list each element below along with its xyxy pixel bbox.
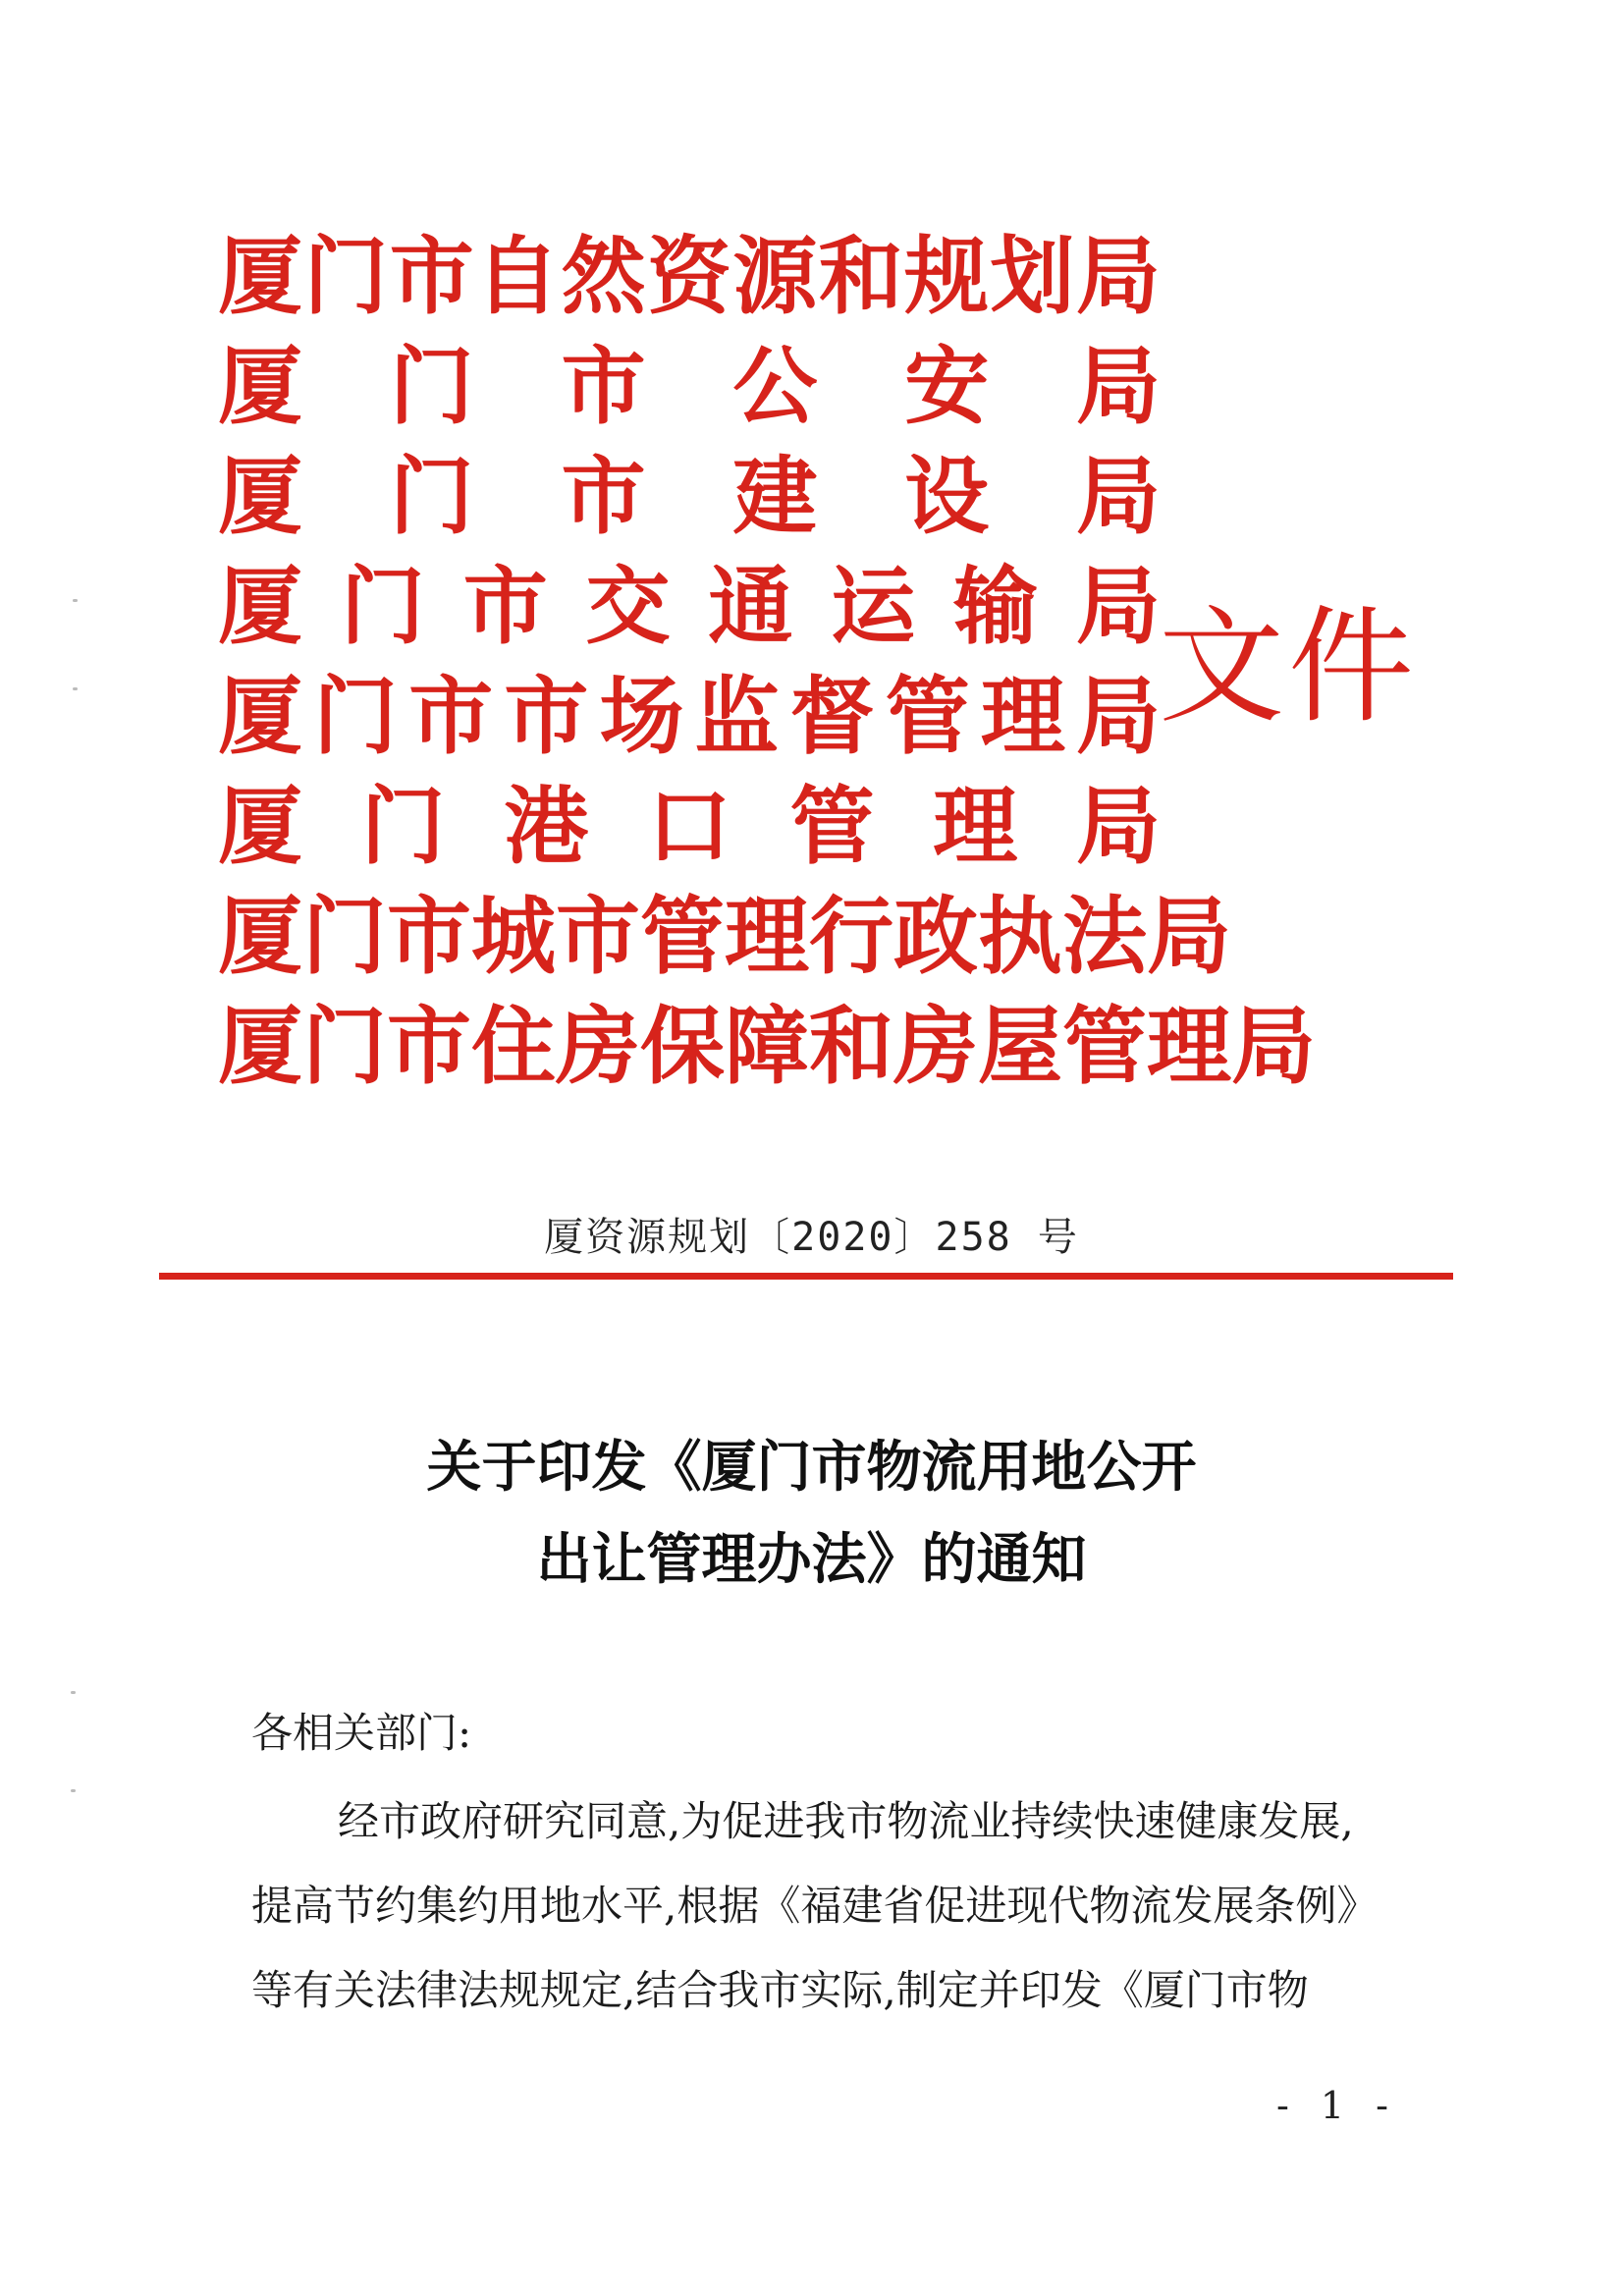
agency-char: 规 [904, 227, 990, 326]
agency-char: 管 [640, 887, 725, 986]
agency-char: 屋 [978, 997, 1062, 1096]
agency-char: 设 [904, 447, 990, 546]
agency-char: 安 [904, 337, 990, 436]
agency-char: 局 [1147, 887, 1231, 986]
agency-char: 厦 [218, 887, 302, 986]
agency-char: 局 [1075, 777, 1161, 876]
agency-char: 市 [561, 337, 646, 436]
page-number: - 1 - [1276, 2084, 1399, 2127]
agency-char: 管 [885, 667, 970, 766]
scan-speck [73, 687, 78, 690]
agency-line-transportation [218, 554, 1161, 660]
agency-char: 厦 [218, 447, 302, 546]
agency-char: 市 [389, 227, 474, 326]
agency-char: 和 [818, 227, 903, 326]
agency-char: 厦 [218, 557, 302, 656]
agency-char: 厦 [218, 227, 302, 326]
agency-char: 市 [387, 887, 471, 986]
scan-speck [71, 1789, 76, 1792]
agency-char: 厦 [218, 777, 302, 876]
agency-char: 市 [504, 667, 589, 766]
document-number: 厦资源规划〔2020〕258 号 [544, 1215, 1079, 1260]
agency-char: 局 [1075, 227, 1161, 326]
agency-char: 门 [340, 557, 425, 656]
agency-char: 市 [561, 447, 646, 546]
agency-char: 局 [1075, 667, 1161, 766]
agency-char: 执 [978, 887, 1062, 986]
agency-line-market-supervision [218, 664, 1161, 770]
agency-char: 通 [708, 557, 793, 656]
agency-char: 城 [471, 887, 556, 986]
suffix-char: 件 [1287, 594, 1414, 740]
agency-line-natural-resources [218, 224, 1161, 330]
agency-char: 管 [789, 777, 875, 876]
agency-char: 障 [725, 997, 809, 1096]
agency-char: 局 [1075, 337, 1161, 436]
agency-char: 局 [1231, 997, 1316, 1096]
agency-char: 运 [831, 557, 916, 656]
red-separator-line [159, 1273, 1453, 1280]
agency-char: 门 [389, 447, 474, 546]
agency-line-port [218, 774, 1161, 880]
agency-line-housing [218, 994, 1316, 1100]
agency-char: 场 [599, 667, 684, 766]
agency-char: 和 [809, 997, 893, 1096]
agency-char: 输 [953, 557, 1039, 656]
title-line-1: 关于印发《厦门市物流用地公开 [426, 1435, 1197, 1500]
agency-char: 理 [980, 667, 1065, 766]
agency-char: 公 [732, 337, 818, 436]
agency-char: 划 [990, 227, 1075, 326]
agency-char: 市 [408, 667, 494, 766]
document-suffix [1159, 584, 1414, 751]
agency-char: 市 [462, 557, 548, 656]
agency-char: 门 [313, 667, 399, 766]
agency-char: 交 [585, 557, 671, 656]
agency-char: 厦 [218, 337, 302, 436]
agency-char: 法 [1062, 887, 1147, 986]
agency-char: 厦 [218, 997, 302, 1096]
agency-char: 门 [360, 777, 446, 876]
agency-char: 口 [646, 777, 731, 876]
suffix-char: 文 [1159, 594, 1285, 740]
agency-char: 理 [725, 887, 809, 986]
agency-char: 然 [561, 227, 646, 326]
agency-char: 门 [389, 337, 474, 436]
agency-char: 管 [1062, 997, 1147, 1096]
salutation: 各相关部门: [251, 1709, 472, 1757]
agency-char: 监 [694, 667, 780, 766]
scan-speck [71, 1691, 76, 1694]
body-paragraph-line: 经市政府研究同意,为促进我市物流业持续快速健康发展, [338, 1797, 1354, 1845]
agency-char: 市 [556, 887, 640, 986]
agency-char: 市 [387, 997, 471, 1096]
scan-speck [73, 599, 78, 602]
agency-char: 资 [646, 227, 731, 326]
agency-char: 港 [504, 777, 589, 876]
agency-char: 政 [893, 887, 978, 986]
agency-char: 住 [471, 997, 556, 1096]
agency-char: 局 [1075, 557, 1161, 656]
agency-char: 房 [893, 997, 978, 1096]
agency-char: 自 [475, 227, 561, 326]
agency-char: 理 [933, 777, 1018, 876]
agency-char: 理 [1147, 997, 1231, 1096]
agency-char: 局 [1075, 447, 1161, 546]
agency-char: 门 [303, 227, 389, 326]
agency-char: 门 [302, 997, 387, 1096]
agency-char: 保 [640, 997, 725, 1096]
agency-char: 房 [556, 997, 640, 1096]
title-line-2: 出让管理办法》的通知 [536, 1527, 1087, 1592]
agency-char: 督 [789, 667, 875, 766]
body-paragraph-line: 等有关法律法规规定,结合我市实际,制定并印发《厦门市物 [251, 1966, 1309, 2014]
agency-line-construction [218, 444, 1161, 550]
body-paragraph-line: 提高节约集约用地水平,根据《福建省促进现代物流发展条例》 [251, 1882, 1379, 1930]
agency-line-public-security [218, 334, 1161, 440]
agency-char: 厦 [218, 667, 302, 766]
agency-line-urban-management [218, 884, 1231, 990]
agency-char: 源 [732, 227, 818, 326]
agency-char: 门 [302, 887, 387, 986]
agency-char: 建 [732, 447, 818, 546]
agency-char: 行 [809, 887, 893, 986]
